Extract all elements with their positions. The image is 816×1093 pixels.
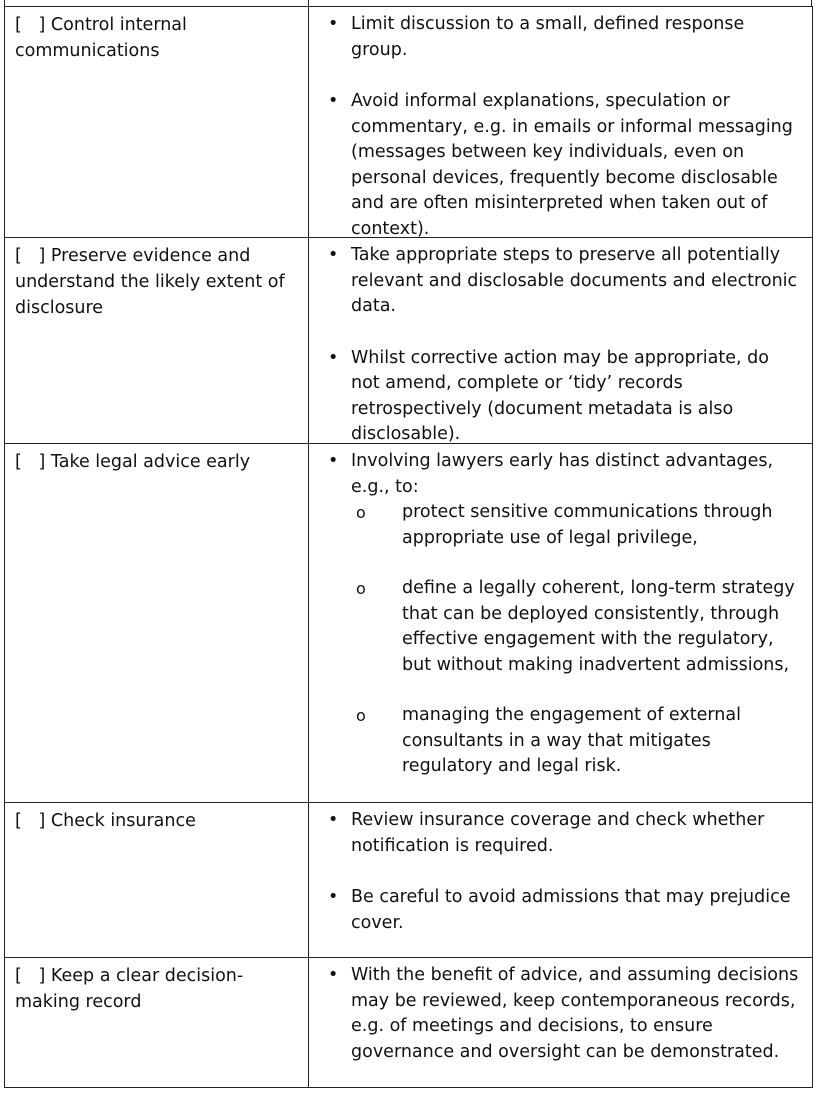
list-item <box>323 449 802 780</box>
list-item <box>323 885 802 936</box>
bullet-text: Whilst corrective action may be appropriate, do not amend, complete or ‘tidy’ records retrospectively (document metadata is also disclosable). <box>351 347 769 444</box>
bullet-icon: • <box>328 965 339 985</box>
checklist-table <box>4 6 813 1088</box>
bullet-icon: • <box>328 91 339 111</box>
list-item <box>323 243 802 320</box>
action-cell <box>5 7 309 237</box>
bullet-icon: • <box>328 14 339 34</box>
action-label: Preserve evidence and understand the likely extent of disclosure <box>15 246 285 318</box>
list-item <box>323 346 802 448</box>
action-label: Take legal advice early <box>50 452 251 472</box>
bullet-icon: • <box>328 887 339 907</box>
action-cell <box>5 238 309 443</box>
action-label: Control internal communications <box>15 15 187 61</box>
guidance-cell <box>309 803 812 957</box>
bullet-text: Take appropriate steps to preserve all potentially relevant and disclosable documents and electronic data. <box>351 245 798 316</box>
sub-bullet-text: protect sensitive communications through appropriate use of legal privilege, <box>402 502 773 548</box>
table-row <box>5 237 812 443</box>
list-item <box>323 963 802 1065</box>
table-row <box>5 802 812 957</box>
action-cell <box>5 803 309 957</box>
sub-list-item <box>351 703 802 780</box>
bullet-icon: • <box>328 245 339 265</box>
bullet-icon: • <box>328 451 339 471</box>
bullet-text: Limit discussion to a small, defined response group. <box>351 14 745 60</box>
checkbox-placeholder: [ ] <box>15 452 46 472</box>
checkbox-placeholder: [ ] <box>15 966 46 986</box>
guidance-cell <box>309 238 812 443</box>
sub-bullet-icon: o <box>356 503 366 522</box>
sub-bullet-text: define a legally coherent, long-term strategy that can be deployed consistently, through effective engagement with the regulatory, but without making inadvertent admissions, <box>402 578 795 675</box>
bullet-text: Involving lawyers early has distinct advantages, e.g., to: <box>351 451 774 497</box>
action-label: Check insurance <box>50 811 196 831</box>
list-item <box>323 89 802 242</box>
bullet-text: Be careful to avoid admissions that may prejudice cover. <box>351 887 791 933</box>
checkbox-placeholder: [ ] <box>15 811 46 831</box>
table-row <box>5 957 812 1087</box>
bullet-icon: • <box>328 347 339 368</box>
action-cell <box>5 958 309 1087</box>
checkbox-placeholder: [ ] <box>15 246 46 266</box>
guidance-cell <box>309 7 812 237</box>
sub-bullet-icon: o <box>356 579 366 598</box>
list-item <box>323 12 802 63</box>
action-cell <box>5 444 309 802</box>
guidance-cell <box>309 958 812 1087</box>
bullet-text: Avoid informal explanations, speculation or commentary, e.g. in emails or informal messaging (messages between key individuals, even on personal devices, frequently become disclosable and are often misinterpreted when taken out of context). <box>351 91 793 239</box>
table-row <box>5 6 812 237</box>
list-item <box>323 808 802 859</box>
action-label: Keep a clear decision-making record <box>15 966 244 1012</box>
checkbox-placeholder: [ ] <box>15 15 46 35</box>
sub-list-item <box>351 500 802 551</box>
bullet-text: Review insurance coverage and check whether notification is required. <box>351 810 765 856</box>
guidance-cell <box>309 444 812 802</box>
sub-list <box>351 500 802 780</box>
sub-bullet-text: managing the engagement of external consultants in a way that mitigates regulatory and legal risk. <box>402 705 741 776</box>
bullet-icon: • <box>328 810 339 830</box>
bullet-text: With the benefit of advice, and assuming decisions may be reviewed, keep contemporaneous records, e.g. of meetings and decisions, to ensure governance and oversight can be demonstrated. <box>351 965 799 1062</box>
table-row <box>5 443 812 802</box>
sub-list-item <box>351 576 802 678</box>
sub-bullet-icon: o <box>356 706 366 725</box>
